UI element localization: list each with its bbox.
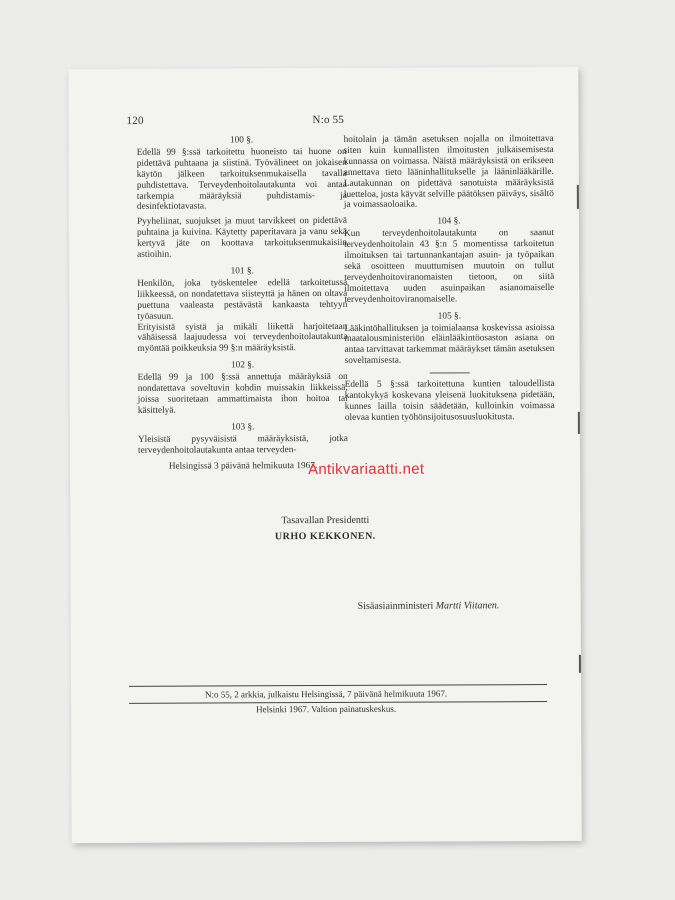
dateline: Helsingissä 3 päivänä helmikuuta 1967.: [168, 461, 318, 473]
margin-mark: [579, 655, 581, 673]
paragraph: Kun terveydenhoitolautakunta on saanut terveydenhoitolain 43 §:n 5 momentissa tarkoitetun ilmoituksen tai tartunnankantajan asuin- ja työpaikan sekä osoitteen muuttumisen muutoin on tullut terveydenhoitoviranomaisten tietoon, on siitä ilmoitettava uuden asuinpaikan asianomaiselle terveydenhoitoviranomaiselle.: [344, 228, 555, 305]
right-column: [344, 134, 555, 424]
section-heading: 103 §.: [231, 422, 255, 433]
president-name: URHO KEKKONEN.: [274, 530, 376, 543]
section-heading: 102 §.: [230, 360, 255, 371]
issue-number: N:o 55: [312, 113, 345, 127]
margin-mark: [577, 185, 579, 209]
section-heading: 104 §.: [437, 216, 461, 227]
paragraph: Edellä 5 §:ssä tarkoitettuna kuntien taloudellista kantokykyä koskevana yleisenä luokituksena pidetään, kunnes lailla toisin säädetään, kulloinkin voimassa olevaa kuntien työhönsijoitusosuusluokitusta.: [344, 379, 555, 423]
imprint-line-2: Helsinki 1967. Valtion painatuskeskus.: [256, 703, 397, 715]
watermark: Antikvariaatti.net: [308, 460, 425, 479]
divider: [430, 372, 470, 373]
paragraph: Lääkintöhallituksen ja toimialaansa koskevissa asioissa maatalousministeriön eläinlääkintöosaston asiana on antaa tarvittavat tarkemmat määräykset tämän asetuksen soveltamisesta.: [344, 322, 555, 367]
footer-rule-top: [129, 684, 547, 687]
paragraph: Edellä 99 §:ssä tarkoitettu huoneisto tai huone on pidettävä puhtaana ja siistinä. Työvälineet on jokaisen käytön jälkeen tarkoituksenmukaisella tavalla puhdistettava. Terveydenhoitolautakunta voi antaa tarkempia määräyksiä puhdistamis- ja desinfektiotavasta.: [136, 146, 347, 213]
section-heading: 105 §.: [437, 310, 462, 322]
paragraph: Yleisistä pysyväisistä määräyksistä, jotka terveydenhoitolautakunta antaa terveyden-: [137, 433, 348, 456]
section-heading: 100 §.: [229, 135, 254, 146]
minister-signature: [358, 600, 500, 612]
margin-mark: [578, 412, 580, 434]
left-column: [137, 135, 348, 473]
page-number: 120: [126, 114, 144, 127]
signature-title: Tasavallan Presidentti: [281, 514, 370, 527]
imprint-line-1: N:o 55, 2 arkkia, julkaistu Helsingissä, 7 päivänä helmikuuta 1967.: [204, 688, 448, 700]
document-page: [68, 67, 581, 843]
paragraph: Henkilön, joka työskentelee edellä tarkoitetussa liikkeessä, on nondatettava siisteyttä ja hänen on oltava puettuna vaaleasta pestävästä kankaasta tehtyyn työasuun.: [137, 277, 348, 322]
minister-role: Sisäasiainministeri: [357, 600, 434, 612]
paragraph: Edellä 99 ja 100 §:ssä annettuja määräyksiä on nondatettava soveltuvin kohdin muissakin liikkeissä, joissa suoritetaan ammattimaista ihon hoitoa tai käsittelyä.: [137, 372, 348, 416]
paragraph: Erityisistä syistä ja mikäli liikettä harjoitetaan vähäisessä laajuudessa voi terveydenhoitolautakunta myöntää poikkeuksia 99 §:n määräyksistä.: [137, 321, 348, 355]
paragraph: hoitolain ja tämän asetuksen nojalla on ilmoitettava siten kuin kunnallisten ilmoitusten julkaisemisesta kunnassa on voimassa. Näistä määräyksistä on erikseen annettava tieto lääninhallitukselle ja lääninlääkärille. Lautakunnan on pidettävä sanotuista määräyksistä luetteloa, josta käyvät selville päätöksen päiväys, sisältö ja voimassaoloaika.: [343, 133, 554, 211]
section-heading: 101 §.: [230, 266, 254, 277]
minister-name: Martti Viitanen.: [435, 600, 500, 612]
paragraph: Pyyheliinat, suojukset ja muut tarvikkeet on pidettävä puhtaina ja kuivina. Käytetty paperitavara ja vanu sekä kertyvä jäte on koottava tarkoituksenmukaisiin astioihin.: [136, 216, 348, 260]
